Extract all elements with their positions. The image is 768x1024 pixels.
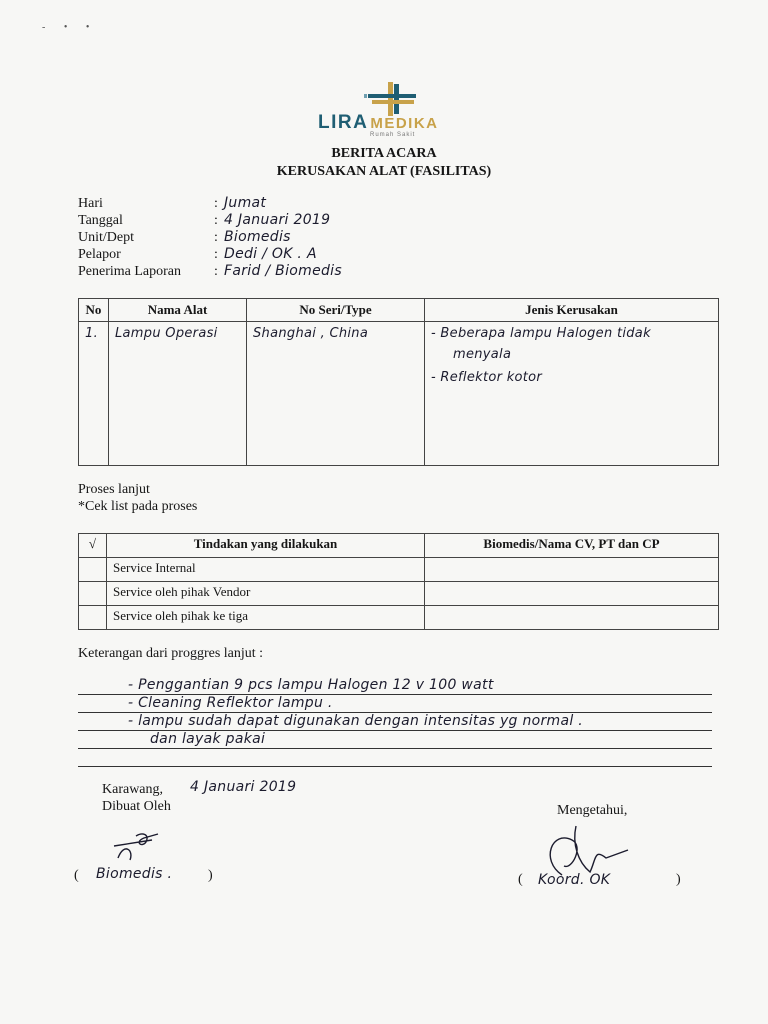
damage-table [78, 298, 719, 466]
action-table [78, 533, 719, 630]
value-tanggal: 4 Januari 2019 [224, 212, 331, 228]
action-cp-cell [425, 582, 719, 606]
action-cp-cell [425, 606, 719, 630]
made-by-label: Dibuat Oleh [102, 799, 171, 814]
cell-nama-alat: Lampu Operasi [109, 322, 247, 466]
action-service-third-party: Service oleh pihak ke tiga [107, 606, 425, 630]
table-row [79, 606, 719, 630]
kerusakan-item-1-cont: menyala [453, 347, 512, 362]
left-signatory: Biomedis . [96, 866, 173, 882]
ruled-line [78, 766, 712, 767]
footer-place: Karawang, [102, 782, 164, 797]
ruled-line [78, 748, 712, 749]
value-unit: Biomedis [224, 229, 291, 245]
table-row [79, 582, 719, 606]
value-pelapor: Dedi / OK . A [224, 246, 317, 262]
label-pelapor: Pelapor [78, 247, 121, 262]
damage-table-header [79, 299, 719, 322]
label-hari: Hari [78, 196, 103, 211]
logo-tagline: Rumah Sakit [370, 132, 416, 138]
cell-no: 1. [79, 322, 109, 466]
left-paren-open: ( [74, 868, 79, 883]
progress-note-3: - lampu sudah dapat digunakan dengan intensitas yg normal . [128, 713, 584, 729]
col-check: √ [79, 534, 107, 558]
process-heading: Proses lanjut [78, 482, 150, 497]
kerusakan-item-1: - Beberapa lampu Halogen tidak [431, 326, 651, 341]
left-paren-close: ) [208, 868, 213, 883]
cell-jenis-kerusakan [425, 322, 719, 466]
label-penerima: Penerima Laporan [78, 264, 182, 279]
action-table-header [79, 534, 719, 558]
signature-left [100, 828, 210, 868]
process-note: *Cek list pada proses [78, 499, 198, 514]
right-paren-open: ( [518, 872, 523, 887]
col-tindakan: Tindakan yang dilakukan [107, 534, 425, 558]
table-row [79, 558, 719, 582]
footer-date: 4 Januari 2019 [190, 779, 297, 795]
colon: : [214, 264, 218, 279]
col-biomedis: Biomedis/Nama CV, PT dan CP [425, 534, 719, 558]
logo-wordmark [318, 112, 439, 134]
progress-note-2: - Cleaning Reflektor lampu . [128, 695, 333, 711]
logo-name-lira: LIRA [318, 112, 369, 133]
label-unit: Unit/Dept [78, 230, 134, 245]
action-service-vendor: Service oleh pihak Vendor [107, 582, 425, 606]
logo-name-medika: MEDIKA [370, 115, 439, 132]
checkbox-cell[interactable] [79, 582, 107, 606]
progress-note-1: - Penggantian 9 pcs lampu Halogen 12 v 100 watt [128, 677, 494, 693]
colon: : [214, 213, 218, 228]
right-signatory: Koord. OK [538, 872, 611, 888]
value-hari: Jumat [224, 195, 267, 211]
progress-note-4: dan layak pakai [150, 731, 266, 747]
known-by-label: Mengetahui, [557, 803, 628, 818]
col-jenis-kerusakan: Jenis Kerusakan [425, 299, 719, 322]
table-row [79, 322, 719, 466]
col-no-seri: No Seri/Type [247, 299, 425, 322]
cell-no-seri: Shanghai , China [247, 322, 425, 466]
col-nama-alat: Nama Alat [109, 299, 247, 322]
right-paren-close: ) [676, 872, 681, 887]
colon: : [214, 196, 218, 211]
document-subtitle: KERUSAKAN ALAT (FASILITAS) [276, 164, 492, 179]
progress-label: Keterangan dari proggres lanjut : [78, 646, 264, 661]
document-title: BERITA ACARA [331, 146, 437, 161]
kerusakan-item-2: - Reflektor kotor [431, 370, 543, 385]
action-service-internal: Service Internal [107, 558, 425, 582]
checkbox-cell[interactable] [79, 558, 107, 582]
lira-medika-logo-icon [364, 82, 420, 116]
value-penerima: Farid / Biomedis [224, 263, 342, 279]
colon: : [214, 247, 218, 262]
action-cp-cell [425, 558, 719, 582]
label-tanggal: Tanggal [78, 213, 123, 228]
colon: : [214, 230, 218, 245]
col-no: No [79, 299, 109, 322]
scan-marks: - • • [42, 22, 98, 33]
checkbox-cell[interactable] [79, 606, 107, 630]
